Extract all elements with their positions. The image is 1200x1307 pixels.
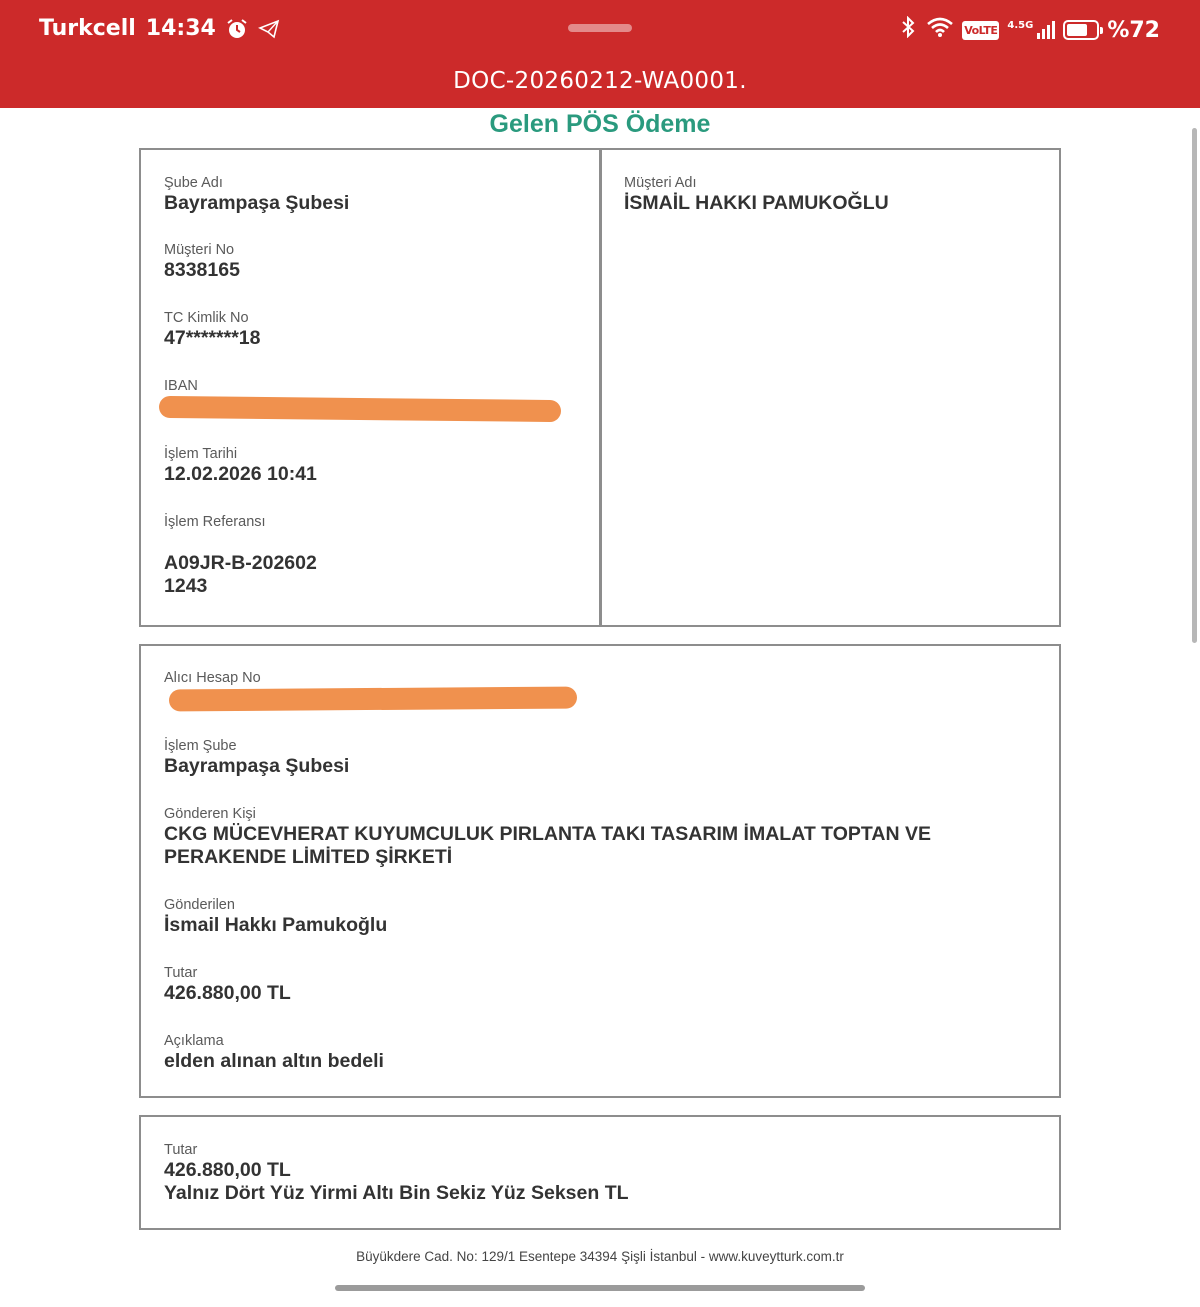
home-indicator[interactable] <box>335 1285 865 1291</box>
total-label: Tutar <box>164 1142 198 1158</box>
customer-info-box <box>139 148 1061 627</box>
transaction-branch-field <box>164 738 1029 778</box>
sender-value-line1: CKG MÜCEVHERAT KUYUMCULUK PIRLANTA TAKI TASARIM İMALAT TOPTAN VE <box>164 823 931 845</box>
recipient-account-field <box>164 670 1029 687</box>
column-divider <box>599 150 602 625</box>
recipient-account-label: Alıcı Hesap No <box>164 670 261 686</box>
total-field <box>164 1142 1029 1205</box>
battery-fill <box>1067 24 1087 36</box>
sender-label: Gönderen Kişi <box>164 806 256 822</box>
battery-icon <box>1063 20 1099 40</box>
status-right <box>898 16 1160 44</box>
recipient-label: Gönderilen <box>164 897 235 913</box>
network-type-label: 4.5G <box>1007 20 1034 31</box>
sender-field <box>164 806 1029 869</box>
branch-value: Bayrampaşa Şubesi <box>164 192 350 214</box>
tc-value: 47*******18 <box>164 327 261 349</box>
transaction-branch-label: İşlem Şube <box>164 738 237 754</box>
carrier-name: Turkcell <box>39 16 136 41</box>
drag-handle[interactable] <box>568 24 632 32</box>
iban-field <box>164 378 579 395</box>
telegram-icon <box>258 18 280 40</box>
status-left <box>39 16 280 41</box>
transfer-details-box <box>139 644 1061 1098</box>
wifi-icon <box>926 16 954 44</box>
receipt-title: Gelen PÖS Ödeme <box>489 110 711 138</box>
document-title: DOC-20260212-WA0001. <box>453 68 747 94</box>
total-value: 426.880,00 TL <box>164 1159 291 1181</box>
customer-no-value: 8338165 <box>164 259 240 281</box>
customer-no-field <box>164 242 579 282</box>
customer-name-label: Müşteri Adı <box>624 175 697 191</box>
top-bar <box>0 0 1200 108</box>
bank-address-footer: Büyükdere Cad. No: 129/1 Esentepe 34394 Şişli İstanbul - www.kuveytturk.com.tr <box>356 1249 844 1264</box>
clock: 14:34 <box>145 16 216 41</box>
sender-value-line2: PERAKENDE LİMİTED ŞİRKETİ <box>164 846 453 868</box>
amount-value: 426.880,00 TL <box>164 982 291 1004</box>
branch-label: Şube Adı <box>164 175 223 191</box>
account-redaction-scribble <box>169 687 577 712</box>
recipient-field <box>164 897 1029 937</box>
description-label: Açıklama <box>164 1033 224 1049</box>
amount-label: Tutar <box>164 965 198 981</box>
transaction-branch-value: Bayrampaşa Şubesi <box>164 755 350 777</box>
total-box <box>139 1115 1061 1230</box>
transaction-date-value: 12.02.2026 10:41 <box>164 463 317 485</box>
battery-percent: %72 <box>1107 17 1160 43</box>
transaction-ref-field <box>164 514 579 598</box>
customer-no-label: Müşteri No <box>164 242 235 258</box>
tc-label: TC Kimlik No <box>164 310 249 326</box>
customer-name-value: İSMAİL HAKKI PAMUKOĞLU <box>624 192 889 214</box>
customer-name-field <box>624 175 1029 215</box>
total-in-words: Yalnız Dört Yüz Yirmi Altı Bin Sekiz Yüz Seksen TL <box>164 1182 629 1204</box>
description-value: elden alınan altın bedeli <box>164 1050 384 1072</box>
signal-icon <box>1007 21 1055 39</box>
alarm-clock-icon <box>226 18 248 40</box>
description-field <box>164 1033 1029 1073</box>
transaction-ref-line2: 1243 <box>164 575 208 597</box>
branch-field <box>164 175 579 215</box>
amount-field <box>164 965 1029 1005</box>
recipient-value: İsmail Hakkı Pamukoğlu <box>164 914 388 936</box>
scrollbar[interactable] <box>1192 128 1197 643</box>
iban-redaction-scribble <box>159 396 561 422</box>
volte-badge: VoLTE <box>962 21 999 40</box>
bluetooth-icon <box>898 16 918 44</box>
tc-field <box>164 310 579 350</box>
transaction-ref-line1: A09JR-B-202602 <box>164 552 317 574</box>
iban-label: IBAN <box>164 378 198 394</box>
transaction-date-field <box>164 446 579 486</box>
transaction-ref-label: İşlem Referansı <box>164 514 266 530</box>
transaction-date-label: İşlem Tarihi <box>164 446 238 462</box>
